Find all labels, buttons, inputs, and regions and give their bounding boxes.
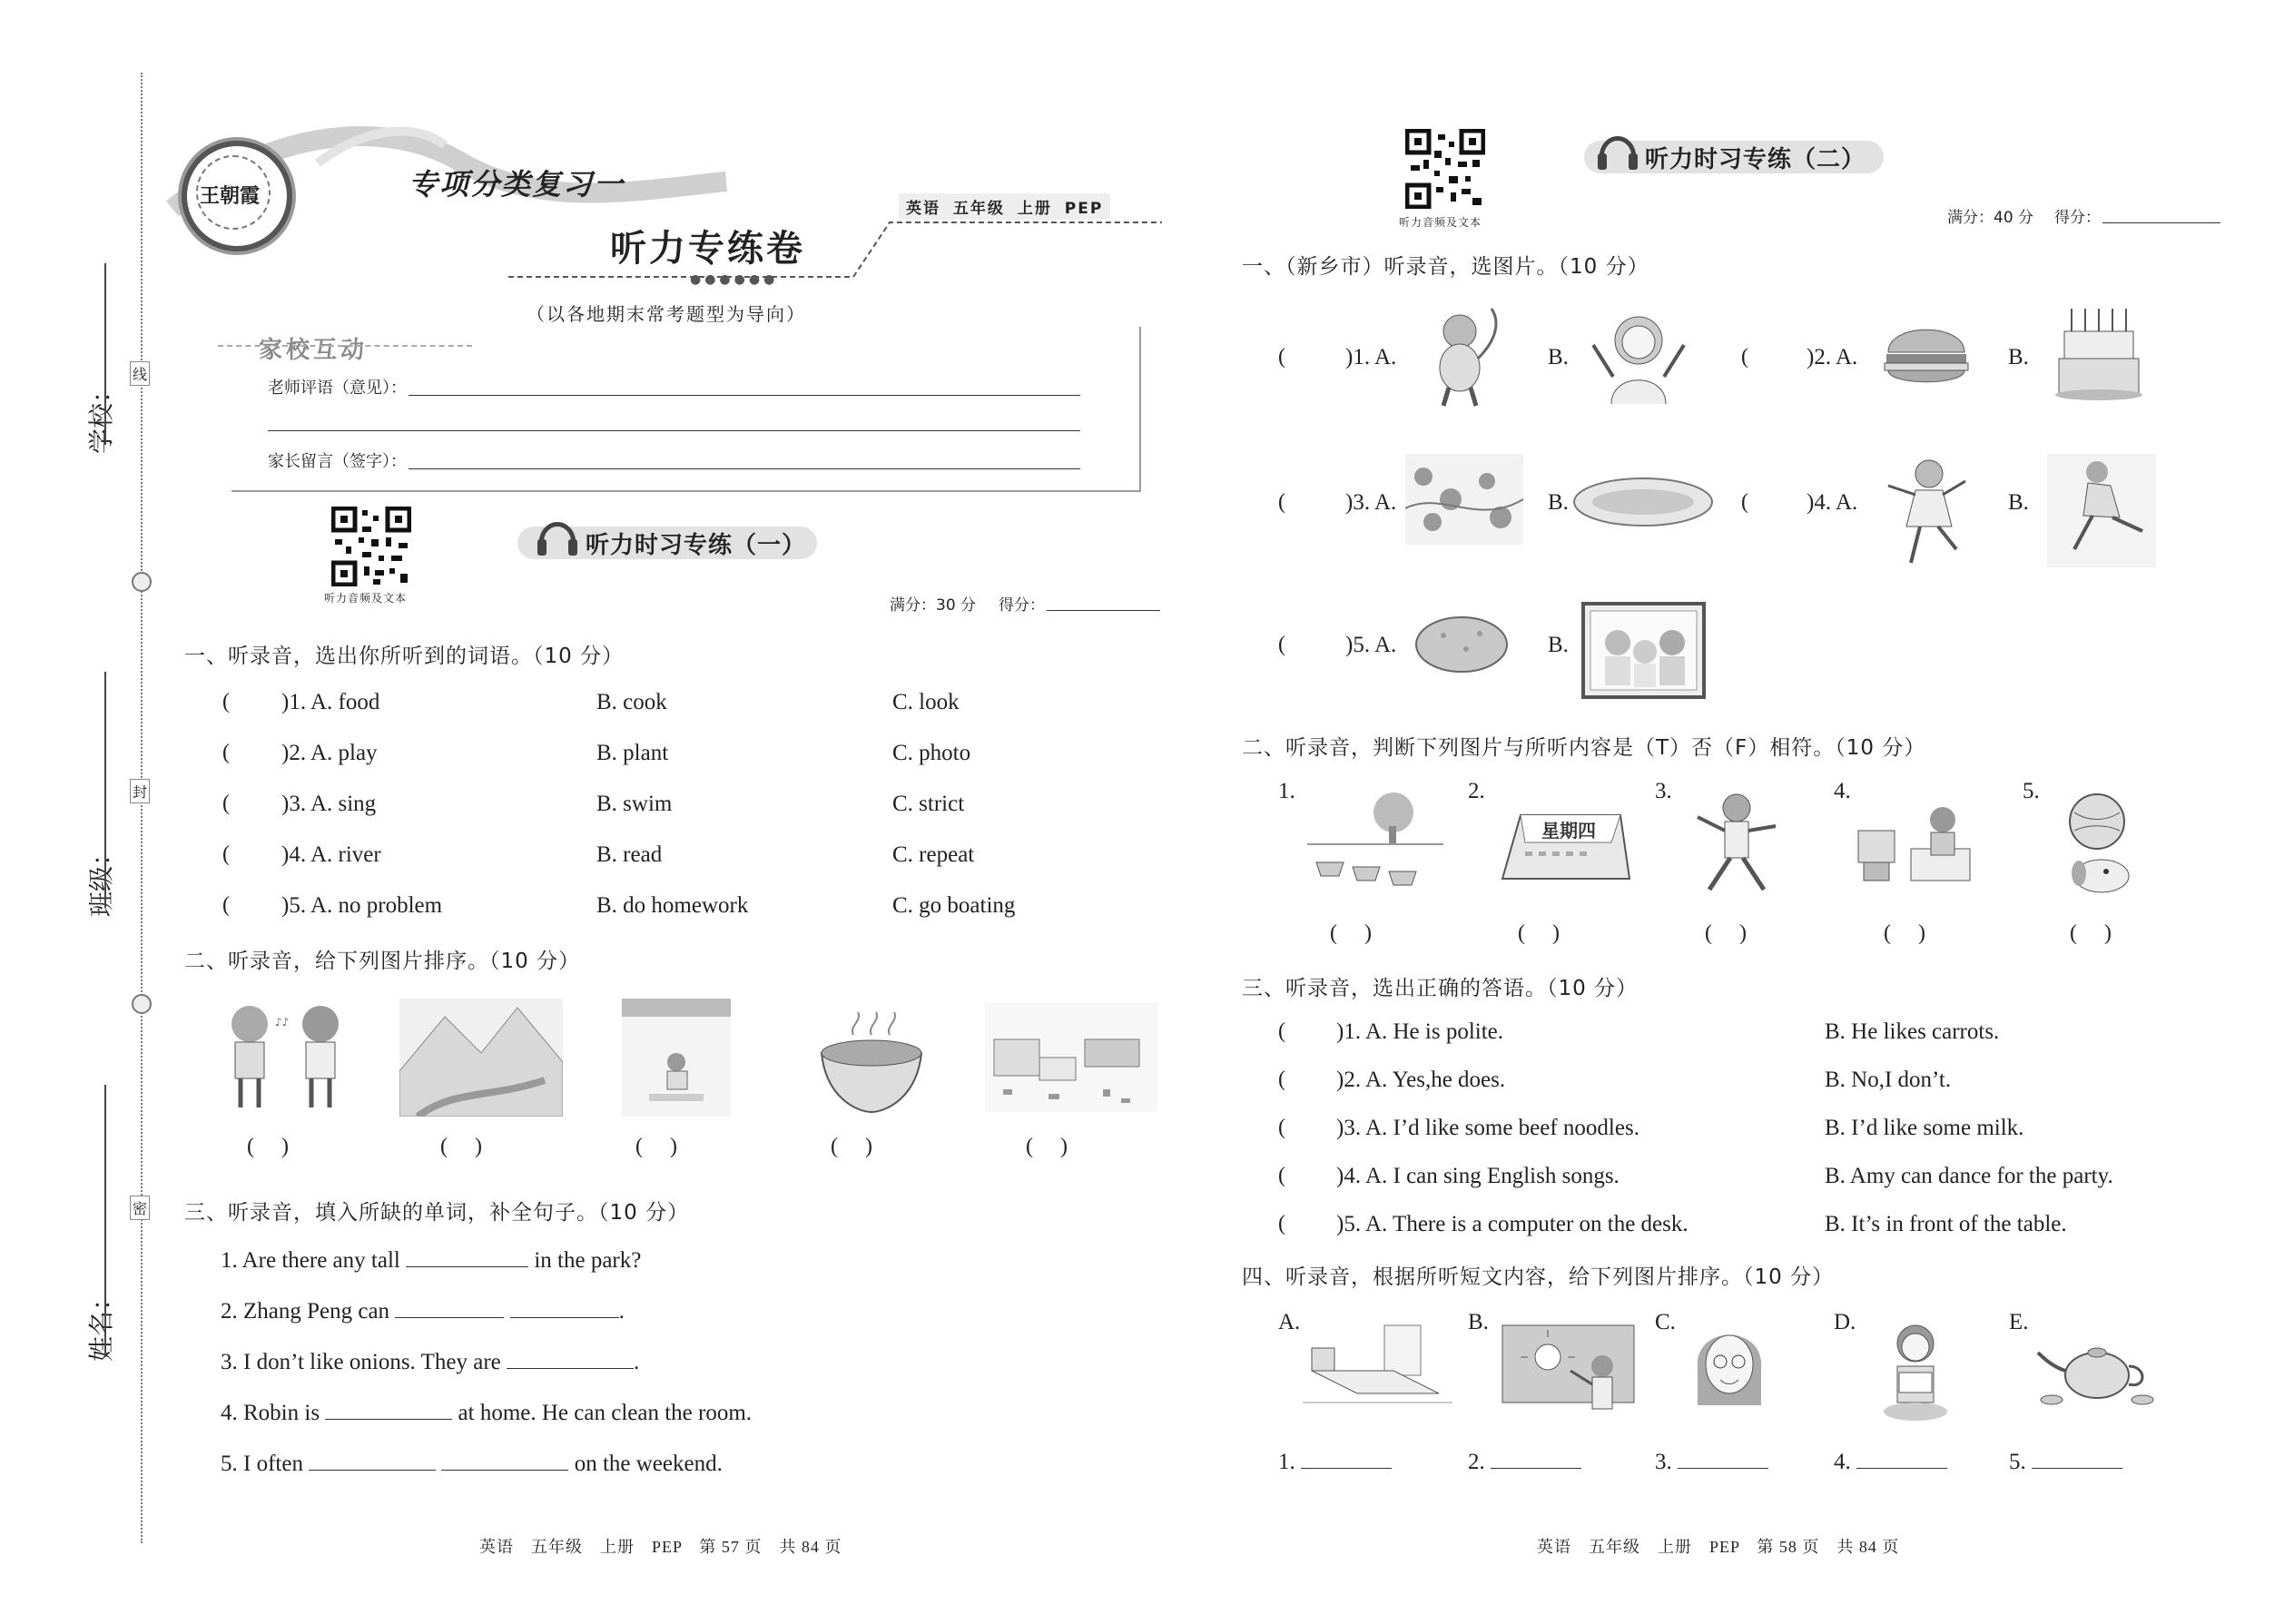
- item-number: 5.: [2023, 779, 2040, 803]
- response-b: B. I’d like some milk.: [1825, 1116, 2024, 1140]
- series-title: 专项分类复习一: [409, 167, 625, 202]
- fill-sentence-5: [221, 1452, 723, 1477]
- binding-dotted-line: [141, 73, 143, 1543]
- calendar-text: 星期四: [1541, 820, 1596, 842]
- name-field[interactable]: [104, 1085, 106, 1357]
- option-a: )2. A. play: [281, 741, 378, 765]
- option-b-label: B.: [2008, 490, 2029, 515]
- sentence-text: in the park?: [534, 1248, 642, 1273]
- left-page-footer: 英语 五年级 上册 PEP 第 57 页 共 84 页: [479, 1538, 842, 1556]
- score-field-1[interactable]: [1047, 610, 1160, 611]
- order-number: [1468, 1450, 1581, 1475]
- messy-room-picture: [985, 1003, 1157, 1112]
- smiling-girl-picture: [1684, 1314, 1775, 1419]
- option-b-label: B.: [1548, 490, 1569, 515]
- class-label: 班级：: [86, 840, 116, 917]
- binding-mark-feng: 封: [130, 779, 150, 803]
- option-c: C. photo: [892, 741, 971, 765]
- score-field-2[interactable]: [2102, 222, 2220, 223]
- option-a: )5. A. no problem: [281, 893, 443, 918]
- order-number: [2009, 1450, 2122, 1475]
- judge-paren[interactable]: (): [1705, 921, 1774, 945]
- order-label: 3.: [1655, 1450, 1672, 1474]
- answer-blank[interactable]: [510, 1315, 619, 1318]
- option-b: B. do homework: [596, 893, 749, 918]
- full-score-2: 满分：40 分: [1947, 209, 2034, 227]
- option-a: )1. A. food: [281, 690, 380, 714]
- option-a: )3. A.: [1345, 490, 1397, 515]
- right-section-3-title: 三、听录音，选出正确的答语。（10 分）: [1242, 977, 1639, 1000]
- fill-sentence-1: [221, 1248, 641, 1274]
- order-number: [1834, 1450, 1947, 1475]
- item-number: 2.: [1468, 779, 1485, 803]
- sentence-text: 3. I don’t like onions. They are: [221, 1350, 501, 1374]
- answer-blank[interactable]: [309, 1468, 436, 1471]
- full-score-1: 满分：30 分: [890, 596, 977, 615]
- response-a: )4. A. I can sing English songs.: [1336, 1164, 1620, 1188]
- mountain-river-picture: [399, 999, 563, 1117]
- two-kids-picture: [213, 999, 359, 1117]
- lake-picture: [1570, 468, 1716, 531]
- qr-caption: 听力音频及文本: [1399, 216, 1482, 229]
- sentence-text: 5. I often: [221, 1452, 303, 1476]
- option-b: B. cook: [596, 690, 667, 714]
- sentence-text: .: [618, 1299, 625, 1324]
- hamburger-picture: [1881, 318, 1972, 390]
- boy-ice-skating-picture: [2047, 454, 2156, 567]
- answer-paren[interactable]: (: [1278, 1068, 1285, 1091]
- answer-blank[interactable]: [1856, 1466, 1947, 1469]
- answer-paren[interactable]: (: [1278, 490, 1285, 514]
- logo-text: 王朝霞: [200, 184, 261, 208]
- item-number: 1.: [1278, 779, 1295, 803]
- response-b: B. He likes carrots.: [1825, 1019, 2000, 1044]
- noodle-bowl-picture: [812, 1008, 930, 1117]
- order-paren[interactable]: (): [440, 1135, 509, 1158]
- answer-paren[interactable]: (: [1278, 1019, 1285, 1043]
- picture-letter: A.: [1278, 1310, 1301, 1334]
- qr-code-icon: [1405, 129, 1485, 209]
- option-b: B. read: [596, 842, 663, 867]
- answer-paren[interactable]: (: [1741, 345, 1748, 369]
- sentence-text: at home. He can clean the room.: [458, 1401, 753, 1425]
- answer-blank[interactable]: [1491, 1466, 1581, 1469]
- bread-picture: [1412, 608, 1511, 681]
- sentence-text: .: [634, 1350, 640, 1374]
- calendar-picture: [1498, 806, 1634, 883]
- bedroom-picture: [1303, 1321, 1452, 1412]
- dog-and-ball-picture: [2047, 790, 2147, 899]
- answer-blank[interactable]: [1678, 1466, 1768, 1469]
- left-section-3-title: 三、听录音，填入所缺的单词，补全句子。（10 分）: [184, 1201, 690, 1225]
- response-a: )5. A. There is a computer on the desk.: [1336, 1212, 1689, 1236]
- option-c: C. repeat: [892, 842, 975, 867]
- item-number: 4.: [1834, 779, 1851, 803]
- answer-blank[interactable]: [406, 1265, 528, 1267]
- answer-blank[interactable]: [325, 1417, 452, 1420]
- teacher-comment-field-2[interactable]: [268, 430, 1080, 431]
- home-school-label: 家校互动: [259, 337, 369, 364]
- answer-blank[interactable]: [2032, 1466, 2122, 1469]
- headphones-icon: [536, 508, 579, 559]
- right-section-4-title: 四、听录音，根据所听短文内容，给下列图片排序。（10 分）: [1242, 1265, 1835, 1289]
- fill-sentence-3: [221, 1350, 639, 1375]
- qr-caption: 听力音频及文本: [324, 592, 408, 605]
- order-paren[interactable]: (): [635, 1135, 704, 1158]
- teacher-science-picture: [1498, 1321, 1639, 1425]
- teapot-picture: [2033, 1334, 2161, 1412]
- sentence-text: 2. Zhang Peng can: [221, 1299, 390, 1324]
- answer-paren[interactable]: (: [1741, 490, 1748, 514]
- family-photo-picture: [1581, 602, 1706, 699]
- answer-paren[interactable]: (: [1278, 345, 1285, 369]
- answer-paren[interactable]: (: [222, 842, 230, 866]
- svg-text:♪♪: ♪♪: [275, 1016, 290, 1029]
- sentence-text: on the weekend.: [574, 1452, 723, 1476]
- option-c: C. look: [892, 690, 960, 714]
- order-number: [1278, 1450, 1392, 1475]
- judge-paren[interactable]: (): [1330, 921, 1399, 945]
- answer-paren[interactable]: (: [222, 893, 230, 917]
- option-a: )1. A.: [1345, 345, 1397, 369]
- school-field[interactable]: [104, 263, 106, 445]
- sentence-text: 4. Robin is: [221, 1401, 320, 1425]
- order-label: 1.: [1278, 1450, 1295, 1474]
- judge-paren[interactable]: (): [1518, 921, 1587, 945]
- option-b-label: B.: [2008, 345, 2029, 369]
- response-b: B. It’s in front of the table.: [1825, 1212, 2067, 1236]
- sentence-text: 1. Are there any tall: [221, 1248, 400, 1273]
- option-b-label: B.: [1548, 345, 1569, 369]
- picture-letter: D.: [1834, 1310, 1856, 1334]
- order-paren[interactable]: (): [1026, 1135, 1095, 1158]
- left-section-1-title: 一、听录音，选出你所听到的词语。（10 分）: [184, 645, 625, 668]
- name-label: 姓名：: [86, 1284, 116, 1362]
- teacher-comment-label: 老师评语（意见）：: [268, 379, 407, 397]
- qr-code-icon: [331, 507, 411, 586]
- option-b: B. swim: [596, 792, 673, 816]
- birthday-cake-picture: [2053, 304, 2144, 404]
- answer-blank[interactable]: [395, 1315, 504, 1318]
- option-a: )2. A.: [1807, 345, 1858, 369]
- order-label: 4.: [1834, 1450, 1851, 1474]
- teacher-comment-field[interactable]: [409, 395, 1080, 396]
- order-paren[interactable]: (): [247, 1135, 316, 1158]
- binding-hole-icon: [132, 994, 152, 1014]
- class-field[interactable]: [104, 672, 106, 908]
- response-a: )1. A. He is polite.: [1336, 1019, 1504, 1044]
- answer-blank[interactable]: [441, 1468, 568, 1471]
- right-section-2-title: 二、听录音，判断下列图片与所听内容是（T）否（F）相符。（10 分）: [1242, 736, 1926, 760]
- binding-mark-mi: 密: [130, 1196, 150, 1220]
- parent-comment-field[interactable]: [409, 468, 1080, 469]
- boats-on-river-picture: [1307, 790, 1443, 899]
- answer-paren[interactable]: (: [1278, 633, 1285, 656]
- response-b: B. No,I don’t.: [1825, 1068, 1952, 1092]
- parent-comment-label: 家长留言（签字）：: [268, 452, 407, 470]
- answer-paren[interactable]: (: [1278, 1164, 1285, 1187]
- headphones-icon: [1596, 123, 1639, 173]
- picture-letter: E.: [2009, 1310, 2029, 1334]
- answer-blank[interactable]: [1301, 1466, 1392, 1469]
- meta-label: 英语 五年级 上册 PEP: [899, 193, 1110, 220]
- binding-hole-icon: [132, 572, 152, 592]
- forest-map-picture: [1405, 454, 1523, 545]
- home-school-line-decoration: [218, 345, 472, 347]
- option-b: B. plant: [596, 741, 669, 765]
- answer-paren[interactable]: (: [1278, 1212, 1285, 1235]
- main-title: 听力专练卷: [610, 227, 805, 270]
- option-a: )3. A. sing: [281, 792, 377, 816]
- right-section-1-title: 一、（新乡市）听录音，选图片。（10 分）: [1242, 255, 1649, 279]
- girl-cheering-picture: [1584, 304, 1693, 408]
- practice-title-2: 听力时习专练（二）: [1645, 146, 1866, 173]
- answer-paren[interactable]: (: [222, 741, 230, 764]
- score-label-1: 得分：: [999, 596, 1045, 615]
- order-paren[interactable]: (): [831, 1135, 900, 1158]
- picture-letter: C.: [1655, 1310, 1676, 1334]
- publisher-logo-icon: [182, 141, 292, 251]
- score-label-2: 得分：: [2054, 209, 2101, 227]
- subtitle: （以各地期末常考题型为导向）: [527, 303, 806, 325]
- answer-blank[interactable]: [507, 1366, 634, 1369]
- right-page-footer: 英语 五年级 上册 PEP 第 58 页 共 84 页: [1537, 1538, 1900, 1556]
- judge-paren[interactable]: (): [2070, 921, 2139, 945]
- option-c: C. strict: [892, 792, 965, 816]
- response-a: )2. A. Yes,he does.: [1336, 1068, 1506, 1092]
- boy-kung-fu-picture: [1687, 790, 1787, 899]
- response-a: )3. A. I’d like some beef noodles.: [1336, 1116, 1639, 1140]
- judge-paren[interactable]: (): [1884, 921, 1953, 945]
- fill-sentence-2: [221, 1299, 625, 1324]
- answer-paren[interactable]: (: [222, 690, 230, 714]
- order-label: 5.: [2009, 1450, 2026, 1474]
- order-label: 2.: [1468, 1450, 1485, 1474]
- answer-paren[interactable]: (: [1278, 1116, 1285, 1139]
- school-label: 学校：: [86, 377, 116, 454]
- option-b-label: B.: [1548, 633, 1569, 657]
- option-a: )5. A.: [1345, 633, 1397, 657]
- binding-mark-xian: 线: [130, 361, 150, 386]
- answer-paren[interactable]: (: [222, 792, 230, 815]
- girl-skating-picture: [1875, 454, 1974, 572]
- left-section-2-title: 二、听录音，给下列图片排序。（10 分）: [184, 950, 581, 973]
- practice-title-1: 听力时习专练（一）: [586, 532, 807, 559]
- title-dots-decoration: ●●●●●●: [690, 272, 779, 287]
- boy-reading-picture: [1870, 1316, 1961, 1425]
- child-sitting-picture: [622, 999, 731, 1117]
- response-b: B. Amy can dance for the party.: [1825, 1164, 2113, 1188]
- order-number: [1655, 1450, 1768, 1475]
- option-a: )4. A. river: [281, 842, 381, 867]
- picture-letter: B.: [1468, 1310, 1489, 1334]
- item-number: 3.: [1655, 779, 1672, 803]
- option-c: C. go boating: [892, 893, 1016, 918]
- monkey-picture: [1414, 304, 1514, 408]
- boy-watching-tv-picture: [1856, 794, 1974, 894]
- option-a: )4. A.: [1807, 490, 1858, 515]
- fill-sentence-4: [221, 1401, 752, 1426]
